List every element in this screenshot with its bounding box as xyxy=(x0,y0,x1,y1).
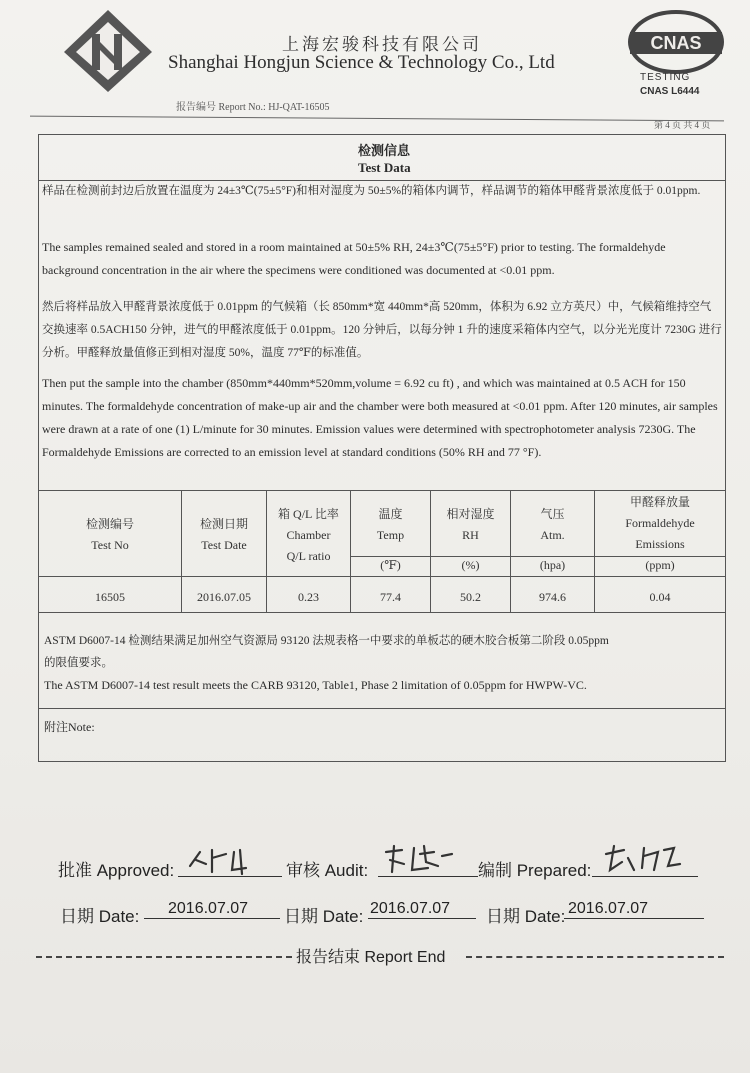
note-label: 附注Note: xyxy=(44,720,95,734)
approved-date-line xyxy=(144,918,280,919)
header-divider xyxy=(30,116,724,122)
conditioning-text-en: The samples remained sealed and stored in a room maintained at 50±5% RH, 24±3℃(75±5°F) prior to testing. The formaldehyde background concentration in the air where the specimens were conditioned was documented at <0.01 ppm. xyxy=(42,240,666,277)
cnas-number: CNAS L6444 xyxy=(640,86,700,97)
audit-date-line xyxy=(368,918,476,919)
company-logo-icon xyxy=(62,8,154,94)
cnas-mark-text: CNAS xyxy=(650,33,702,53)
unit-rh: (%) xyxy=(461,558,480,572)
table-header-chamber-ratio: 箱 Q/L 比率 Chamber Q/L ratio xyxy=(278,507,339,563)
divider xyxy=(38,576,726,577)
prepared-date-line xyxy=(564,918,704,919)
table-header-atm: 气压 Atm. xyxy=(540,507,565,542)
prepared-date-label: 日期 Date: xyxy=(486,907,566,926)
audit-signature-line xyxy=(378,876,478,877)
table-header-test-date: 检测日期 Test Date xyxy=(199,517,248,552)
cell-rh: 50.2 xyxy=(460,590,481,604)
company-name-cn: 上海宏骏科技有限公司 xyxy=(282,35,482,54)
report-end-label: 报告结束 Report End xyxy=(296,949,446,966)
table-header-temp: 温度 Temp xyxy=(376,507,405,542)
procedure-text-cn: 然后将样品放入甲醛背景浓度低于 0.01ppm 的气候箱（长 850mm*宽 440mm*高 520mm，体积为 6.92 立方英尺）中，气候箱维持空气交换速率 0.5ACH150 分钟，进气的甲醛浓度低于 0.01ppm。120 分钟后，以每分钟 1 升的速度采箱体内空气，以分光光度计 7230G 进行分析。甲醛释放量值修正到相对湿度 50%，温度 77℉的标准值。 xyxy=(42,301,722,359)
cnas-testing-label: TESTING xyxy=(640,72,691,83)
cell-test-date: 2016.07.05 xyxy=(197,590,251,604)
company-name-en: Shanghai Hongjun Science & Technology Co., Ltd xyxy=(168,52,555,73)
cell-test-no: 16505 xyxy=(95,590,125,604)
cell-temp: 77.4 xyxy=(380,590,401,604)
prepared-date: 2016.07.07 xyxy=(568,900,649,917)
divider xyxy=(350,556,726,557)
conclusion-cn-line2: 的限值要求。 xyxy=(44,657,113,669)
prepared-label: 编制 Prepared: xyxy=(478,861,592,880)
section-title-cn: 检测信息 xyxy=(358,143,411,158)
cell-atm: 974.6 xyxy=(539,590,566,604)
cell-emissions: 0.04 xyxy=(649,590,671,604)
procedure-text-en: Then put the sample into the chamber (850mm*440mm*520mm,volume = 6.92 cu ft) , and which was maintained at 0.5 ACH for 150 minutes. The formaldehyde concentration of make-up air and the chamber were both measured at <0.01 ppm. After 120 minutes, air samples were drawn at a rate of one (1) L/minute for 30 minutes. Emission values were determined with spectrophotometer analysis 7230G. The Formaldehyde Emissions are corrected to an emission level at standard conditions (50% RH and 77 °F). xyxy=(42,376,718,459)
table-header-emissions: 甲醛释放量 Formaldehyde Emissions xyxy=(625,495,695,551)
unit-atm: (hpa) xyxy=(539,558,566,572)
section-title-en: Test Data xyxy=(358,160,411,175)
report-end-dash-right xyxy=(466,956,724,958)
conditioning-text-cn: 样品在检测前封边后放置在温度为 24±3℃(75±5°F)和相对湿度为 50±5%的箱体内调节，样品调节的箱体甲醛背景浓度低于 0.01ppm. xyxy=(42,185,701,197)
approved-date: 2016.07.07 xyxy=(168,900,249,917)
audit-date: 2016.07.07 xyxy=(370,900,451,917)
audit-label: 审核 Audit: xyxy=(286,861,369,880)
page-number: 第 4 页 共 4 页 xyxy=(654,120,711,130)
approved-signature-line xyxy=(178,876,282,877)
conclusion-cn-line1: ASTM D6007-14 检测结果满足加州空气资源局 93120 法规表格一中要求的单板芯的硬木胶合板第二阶段 0.05ppm xyxy=(44,635,609,647)
conclusion-en: The ASTM D6007-14 test result meets the CARB 93120, Table1, Phase 2 limitation of 0.05ppm for HWPW-VC. xyxy=(44,678,587,692)
prepared-signature-line xyxy=(592,876,698,877)
unit-emissions: (ppm) xyxy=(645,558,675,572)
prepared-signature-icon xyxy=(600,840,690,876)
table-header-rh: 相对湿度 RH xyxy=(446,507,495,542)
divider xyxy=(38,612,726,613)
approved-signature-icon xyxy=(186,844,270,876)
divider xyxy=(38,490,726,491)
table-header-test-no: 检测编号 Test No xyxy=(85,517,134,552)
report-number: 报告编号 Report No.: HJ-QAT-16505 xyxy=(176,102,330,113)
audit-date-label: 日期 Date: xyxy=(284,907,364,926)
audit-signature-icon xyxy=(380,842,470,876)
approved-date-label: 日期 Date: xyxy=(60,907,140,926)
cell-chamber-ratio: 0.23 xyxy=(298,590,319,604)
approved-label: 批准 Approved: xyxy=(58,861,175,880)
report-end-dash-left xyxy=(36,956,292,958)
divider xyxy=(38,708,726,709)
unit-temp: (℉) xyxy=(380,558,401,572)
